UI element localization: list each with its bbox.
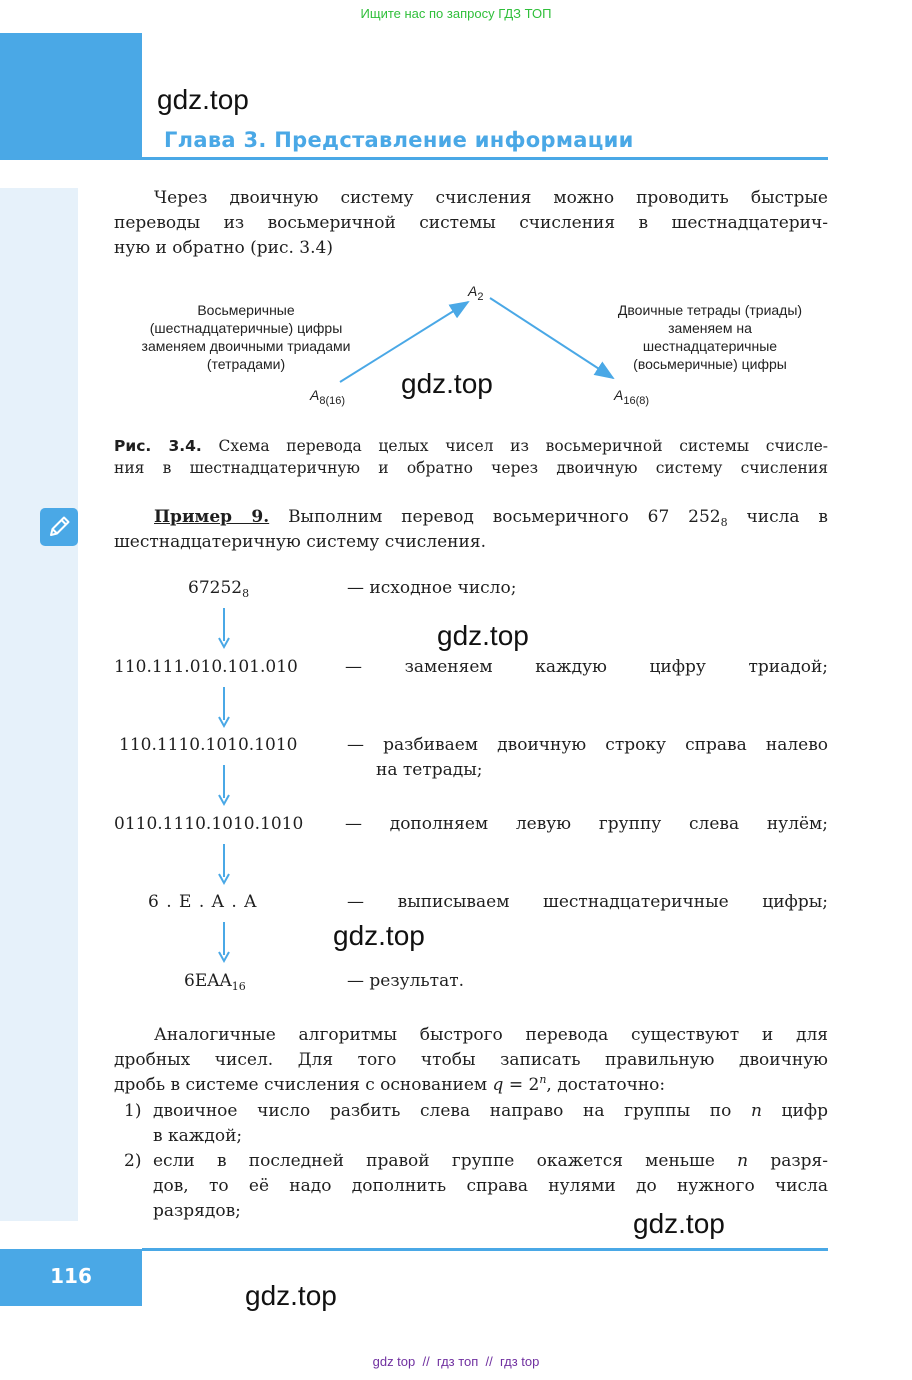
step-description: — результат. bbox=[347, 971, 465, 991]
pencil-icon bbox=[40, 508, 78, 546]
left-margin-strip bbox=[0, 188, 78, 1221]
example-paragraph bbox=[114, 505, 828, 555]
example-text: шестнадцатеричную систему счисления. bbox=[114, 532, 486, 552]
step-number: 6 . E . A . A bbox=[148, 892, 258, 912]
bottom-links[interactable]: gdz top // гдз топ // гдз top bbox=[372, 1354, 540, 1369]
node-a8-sub: 8(16) bbox=[319, 395, 346, 407]
node-a2-letter: A bbox=[468, 283, 478, 299]
chapter-title: Глава 3. Представление информации bbox=[164, 128, 634, 152]
node-a2-sub: 2 bbox=[477, 291, 484, 303]
top-banner[interactable]: Ищите нас по запросу ГДЗ ТОП bbox=[360, 6, 552, 21]
node-a8-letter: A bbox=[310, 387, 320, 403]
example-text: числа в bbox=[727, 507, 828, 527]
node-a8 bbox=[310, 386, 346, 407]
diagram-right-line: шестнадцатеричные bbox=[642, 338, 778, 354]
list-number: 2) bbox=[124, 1151, 142, 1171]
watermark: gdz.top bbox=[633, 1208, 725, 1239]
node-a16-sub: 16(8) bbox=[623, 395, 650, 407]
intro-line: ную и обратно (рис. 3.4) bbox=[114, 238, 333, 258]
diagram-left-line: (шестнадцатеричные) цифры bbox=[149, 320, 343, 336]
header-rule bbox=[142, 157, 828, 160]
step-description: — разбиваем двоичную строку справа налево bbox=[347, 735, 828, 755]
node-a2 bbox=[468, 282, 484, 303]
page-number: 116 bbox=[50, 1264, 92, 1288]
header-color-block bbox=[0, 33, 142, 160]
diagram-right-line: (восьмеричные) цифры bbox=[633, 356, 787, 372]
footer-rule bbox=[142, 1248, 828, 1251]
watermark: gdz.top bbox=[437, 620, 529, 651]
step-description: — выписываем шестнадцатеричные цифры; bbox=[347, 892, 828, 912]
watermark: gdz.top bbox=[401, 368, 493, 399]
watermark: gdz.top bbox=[245, 1280, 337, 1311]
figure-caption bbox=[114, 435, 828, 479]
diagram-left-line: (тетрадами) bbox=[206, 356, 286, 372]
fraction-line: Аналогичные алгоритмы быстрого перевода существуют и для bbox=[154, 1025, 828, 1045]
fraction-line: дробных чисел. Для того чтобы записать правильную двоичную bbox=[114, 1050, 828, 1070]
caption-text: Схема перевода целых чисел из восьмеричной системы счисле- bbox=[218, 437, 828, 455]
step-description: — исходное число; bbox=[347, 578, 517, 598]
step-number: 110.111.010.101.010 bbox=[114, 657, 298, 677]
intro-line: Через двоичную систему счисления можно проводить быстрые bbox=[154, 188, 828, 208]
intro-line: переводы из восьмеричной системы счисления в шестнадцатерич- bbox=[114, 213, 828, 233]
watermark: gdz.top bbox=[157, 84, 249, 115]
watermark: gdz.top bbox=[333, 920, 425, 951]
example-text: Выполним перевод восьмеричного 67 252 bbox=[288, 507, 721, 527]
list-item: двоичное число разбить слева направо на группы по n цифр в каждой; bbox=[153, 1101, 828, 1146]
node-a16 bbox=[614, 386, 650, 407]
example-sub: 8 bbox=[720, 516, 728, 529]
step-description: на тетрады; bbox=[376, 760, 483, 780]
intro-paragraph bbox=[114, 186, 828, 261]
list-number: 1) bbox=[124, 1101, 142, 1121]
step-arrows bbox=[214, 603, 234, 973]
step-number: $6EAA_{16}$ bbox=[184, 971, 246, 993]
diagram-right-line: заменяем на bbox=[668, 320, 752, 336]
step-number: 110.1110.1010.1010 bbox=[119, 735, 298, 755]
caption-label: Рис. 3.4. bbox=[114, 437, 202, 455]
diagram-right-line: Двоичные тетрады (триады) bbox=[617, 302, 803, 318]
node-a16-letter: A bbox=[614, 387, 624, 403]
step-description: — дополняем левую группу слева нулём; bbox=[345, 814, 828, 834]
arrow-down-right bbox=[490, 298, 613, 378]
step-number: $67252_8$ bbox=[188, 578, 250, 600]
list-item: если в последней правой группе окажется меньше n разря- дов, то её надо дополнить справа нулями до нужного числа разрядов; bbox=[153, 1151, 829, 1221]
caption-text: ния в шестнадцатеричную и обратно через двоичную систему счисления bbox=[114, 459, 828, 477]
diagram-left-line: заменяем двоичными триадами bbox=[141, 338, 351, 354]
fraction-paragraph: Аналогичные алгоритмы быстрого перевода существуют и для дробных чисел. Для того чтобы записать правильную двоичную дробь в системе счисления с основанием $q = 2^n$, достаточно: bbox=[114, 1025, 828, 1095]
example-label: Пример 9. bbox=[154, 507, 270, 527]
step-description: — заменяем каждую цифру триадой; bbox=[345, 657, 828, 677]
step-number: 0110.1110.1010.1010 bbox=[114, 814, 304, 834]
diagram-left-line: Восьмеричные bbox=[197, 302, 295, 318]
